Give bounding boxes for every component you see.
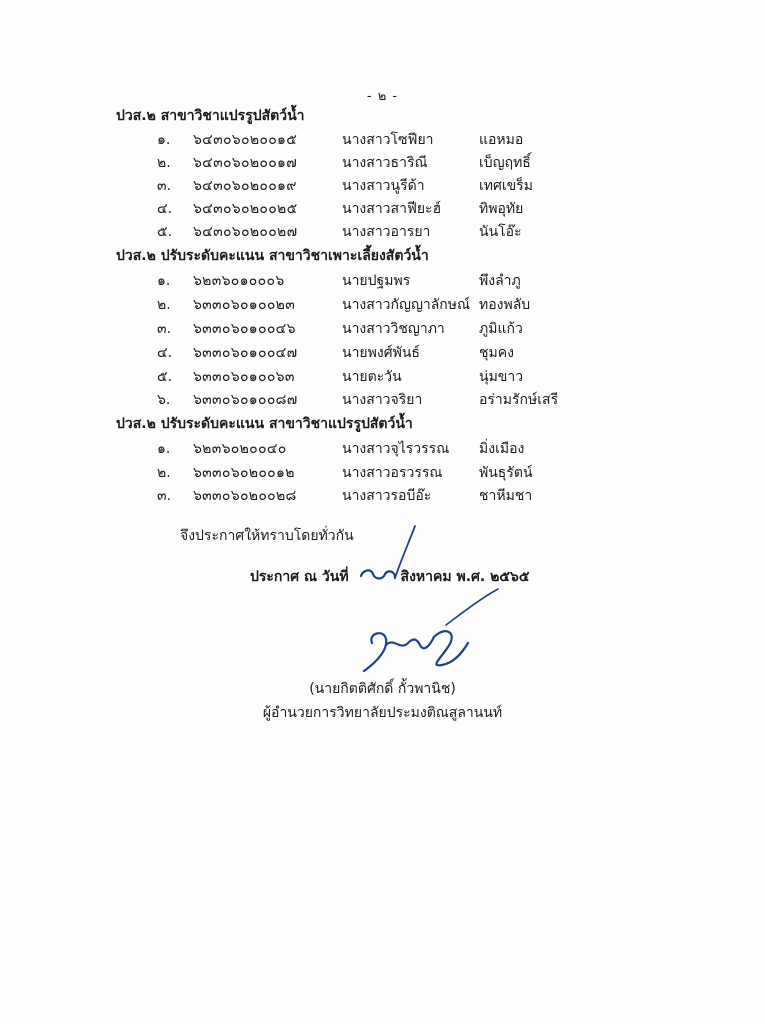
student-last-name: พันธุรัตน์	[479, 465, 533, 481]
student-id: ๖๔๓๐๖๐๒๐๐๑๙	[193, 178, 297, 194]
student-id: ๖๓๓๐๖๐๑๐๐๒๓	[193, 297, 296, 313]
student-id: ๖๓๓๐๖๐๑๐๐๖๓	[193, 369, 295, 385]
student-first-name: นายปฐมพร	[342, 273, 411, 289]
row-number: ๖.	[157, 392, 171, 408]
student-last-name: ชาหีมชา	[479, 488, 533, 504]
table-row	[0, 389, 765, 411]
announcement-prefix: ประกาศ ณ วันที่	[250, 569, 349, 585]
student-first-name: นางสาวจริยา	[342, 392, 423, 408]
student-id: ๖๔๓๐๖๐๒๐๐๒๕	[193, 201, 298, 217]
row-number: ๕.	[157, 369, 173, 385]
student-last-name: ทองพลับ	[479, 297, 531, 313]
table-row	[0, 221, 765, 243]
row-number: ๓.	[157, 488, 172, 504]
student-last-name: พึงลำภู	[479, 273, 521, 289]
student-last-name: นุ่มขาว	[479, 369, 524, 385]
row-number: ๓.	[157, 178, 172, 194]
section-title: ปวส.๒ สาขาวิชาแปรรูปสัตว์น้ำ	[116, 108, 305, 124]
student-id: ๖๒๓๖๐๒๐๐๔๐	[193, 441, 287, 457]
student-id: ๖๔๓๐๖๐๒๐๐๒๗	[193, 224, 298, 240]
student-first-name: นางสาวนูรีด้า	[342, 178, 425, 194]
table-row	[0, 318, 765, 340]
student-first-name: นายตะวัน	[342, 369, 402, 385]
student-first-name: นางสาววิชญาภา	[342, 321, 445, 337]
row-number: ๕.	[157, 224, 173, 240]
signer-name: (นายกิตติศักดิ์ กั้วพานิช)	[309, 681, 456, 697]
page-number: - ๒ -	[366, 89, 399, 104]
student-first-name: นางสาวรอบีอ๊ะ	[342, 488, 432, 504]
student-last-name: อร่ามรักษ์เสรี	[479, 392, 559, 408]
table-row	[0, 485, 765, 507]
student-id: ๖๓๓๐๖๐๑๐๐๘๗	[193, 392, 298, 408]
student-id: ๖๓๓๐๖๐๑๐๐๔๗	[193, 345, 298, 361]
student-first-name: นางสาวธาริณี	[342, 155, 428, 171]
row-number: ๑.	[157, 441, 171, 457]
student-id: ๖๓๓๐๖๐๒๐๐๑๒	[193, 465, 295, 481]
student-first-name: นางสาวกัญญาลักษณ์	[342, 297, 471, 313]
student-last-name: นันโอ๊ะ	[479, 224, 522, 240]
row-number: ๒.	[157, 155, 171, 171]
table-row	[0, 175, 765, 197]
student-last-name: เบ็ญฤทธิ์	[479, 155, 531, 171]
table-row	[0, 270, 765, 292]
table-row	[0, 462, 765, 484]
section-title: ปวส.๒ ปรับระดับคะแนน สาขาวิชาแปรรูปสัตว์น้ำ	[116, 416, 413, 432]
student-id: ๖๒๓๖๐๑๐๐๐๖	[193, 273, 285, 289]
announcement-suffix: สิงหาคม พ.ศ. ๒๕๖๕	[400, 569, 530, 585]
student-id: ๖๓๓๐๖๐๒๐๐๒๘	[193, 488, 297, 504]
student-first-name: นางสาวอรวรรณ	[342, 465, 443, 481]
section-title: ปวส.๒ ปรับระดับคะแนน สาขาวิชาเพาะเลี้ยงสัตว์น้ำ	[116, 248, 429, 264]
handwritten-day-mark	[355, 520, 425, 595]
student-last-name: ภูมิแก้ว	[479, 321, 523, 337]
row-number: ๔.	[157, 345, 173, 361]
table-row	[0, 198, 765, 220]
student-id: ๖๔๓๐๖๐๒๐๐๑๗	[193, 155, 298, 171]
table-row	[0, 152, 765, 174]
row-number: ๔.	[157, 201, 173, 217]
student-first-name: นางสาวจุไรวรรณ	[342, 441, 450, 457]
row-number: ๑.	[157, 273, 171, 289]
table-row	[0, 129, 765, 151]
student-last-name: ทิพอุทัย	[479, 201, 524, 217]
student-last-name: มิ่งเมือง	[479, 441, 525, 457]
row-number: ๓.	[157, 321, 172, 337]
closing-text: จึงประกาศให้ทราบโดยทั่วกัน	[180, 528, 354, 544]
row-number: ๒.	[157, 465, 171, 481]
student-id: ๖๓๓๐๖๐๑๐๐๔๖	[193, 321, 296, 337]
student-id: ๖๔๓๐๖๐๒๐๐๑๕	[193, 132, 298, 148]
student-first-name: นางสาวสาฟียะฮ์	[342, 201, 442, 217]
table-row	[0, 342, 765, 364]
student-last-name: แอหมอ	[479, 132, 524, 148]
student-first-name: นางสาวอารยา	[342, 224, 431, 240]
student-last-name: ชุมคง	[479, 345, 514, 361]
signer-position: ผู้อำนวยการวิทยาลัยประมงติณสูลานนท์	[262, 705, 503, 721]
student-last-name: เทศเขร็ม	[479, 178, 534, 194]
row-number: ๑.	[157, 132, 171, 148]
table-row	[0, 366, 765, 388]
table-row	[0, 294, 765, 316]
table-row	[0, 438, 765, 460]
student-first-name: นางสาวโซฟียา	[342, 132, 434, 148]
signature-mark	[350, 585, 510, 680]
row-number: ๒.	[157, 297, 171, 313]
student-first-name: นายพงศ์พันธ์	[342, 345, 420, 361]
